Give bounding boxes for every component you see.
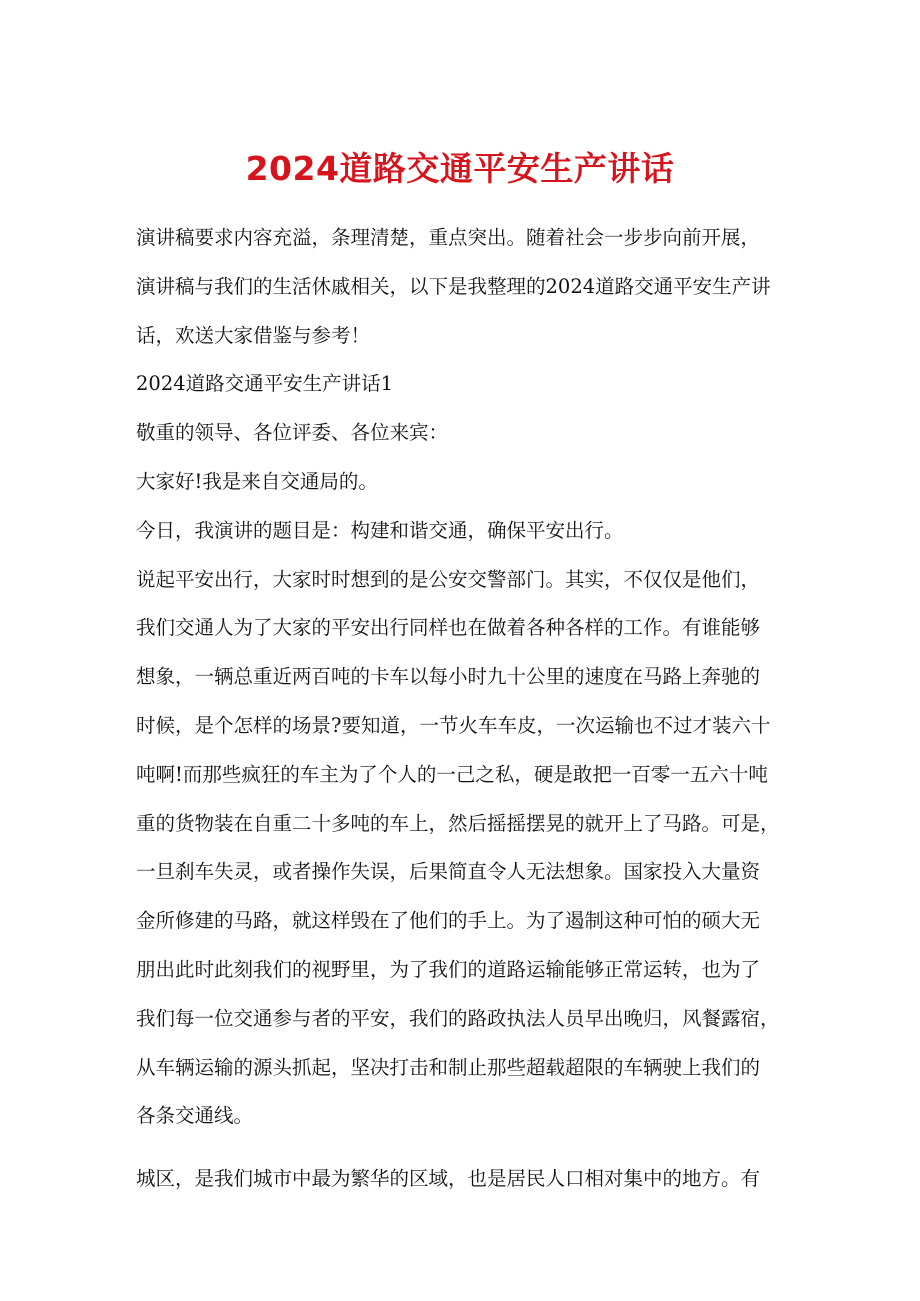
- paragraph-line: 各条交通线。: [136, 1104, 254, 1128]
- section-heading: 2024道路交通平安生产讲话1: [136, 372, 394, 396]
- paragraph-line: 敬重的领导、各位评委、各位来宾：: [136, 421, 449, 445]
- paragraph-line: 时候，是个怎样的场景?要知道，一节火车车皮，一次运输也不过才装六十: [136, 713, 771, 737]
- paragraph-line: 金所修建的马路，就这样毁在了他们的手上。为了遏制这种可怕的硕大无: [136, 909, 761, 933]
- paragraph-line: 话，欢送大家借鉴与参考！: [136, 323, 371, 347]
- paragraph-line: 我们交通人为了大家的平安出行同样也在做着各种各样的工作。有谁能够: [136, 616, 761, 640]
- paragraph-line: 吨啊!而那些疯狂的车主为了个人的一己之私，硬是敢把一百零一五六十吨: [136, 762, 768, 786]
- paragraph-gap: [136, 1153, 801, 1167]
- paragraph-line: 城区，是我们城市中最为繁华的区域，也是居民人口相对集中的地方。有: [136, 1167, 761, 1191]
- paragraph-line: 我们每一位交通参与者的平安，我们的路政执法人员早出晚归，风餐露宿，: [136, 1006, 780, 1030]
- paragraph-line: 想象，一辆总重近两百吨的卡车以每小时九十公里的速度在马路上奔驰的: [136, 665, 761, 689]
- paragraph-line: 大家好!我是来自交通局的。: [136, 469, 378, 493]
- paragraph-line: 一旦刹车失灵，或者操作失误，后果简直令人无法想象。国家投入大量资: [136, 860, 761, 884]
- paragraph-line: 演讲稿与我们的生活休戚相关，以下是我整理的2024道路交通平安生产讲: [136, 274, 771, 298]
- document-body: [136, 226, 801, 1216]
- paragraph-line: 朋出此时此刻我们的视野里，为了我们的道路运输能够正常运转，也为了: [136, 957, 761, 981]
- paragraph-line: 说起平安出行，大家时时想到的是公安交警部门。其实，不仅仅是他们，: [136, 567, 761, 591]
- document-title: 2024道路交通平安生产讲话: [245, 149, 675, 188]
- paragraph-line: 从车辆运输的源头抓起，坚决打击和制止那些超载超限的车辆驶上我们的: [136, 1055, 761, 1079]
- paragraph-line: 今日，我演讲的题目是：构建和谐交通，确保平安出行。: [136, 518, 624, 542]
- paragraph-line: 演讲稿要求内容充溢，条理清楚，重点突出。随着社会一步步向前开展，: [136, 226, 761, 249]
- paragraph-line: 重的货物装在自重二十多吨的车上，然后摇摇摆晃的就开上了马路。可是，: [136, 811, 780, 835]
